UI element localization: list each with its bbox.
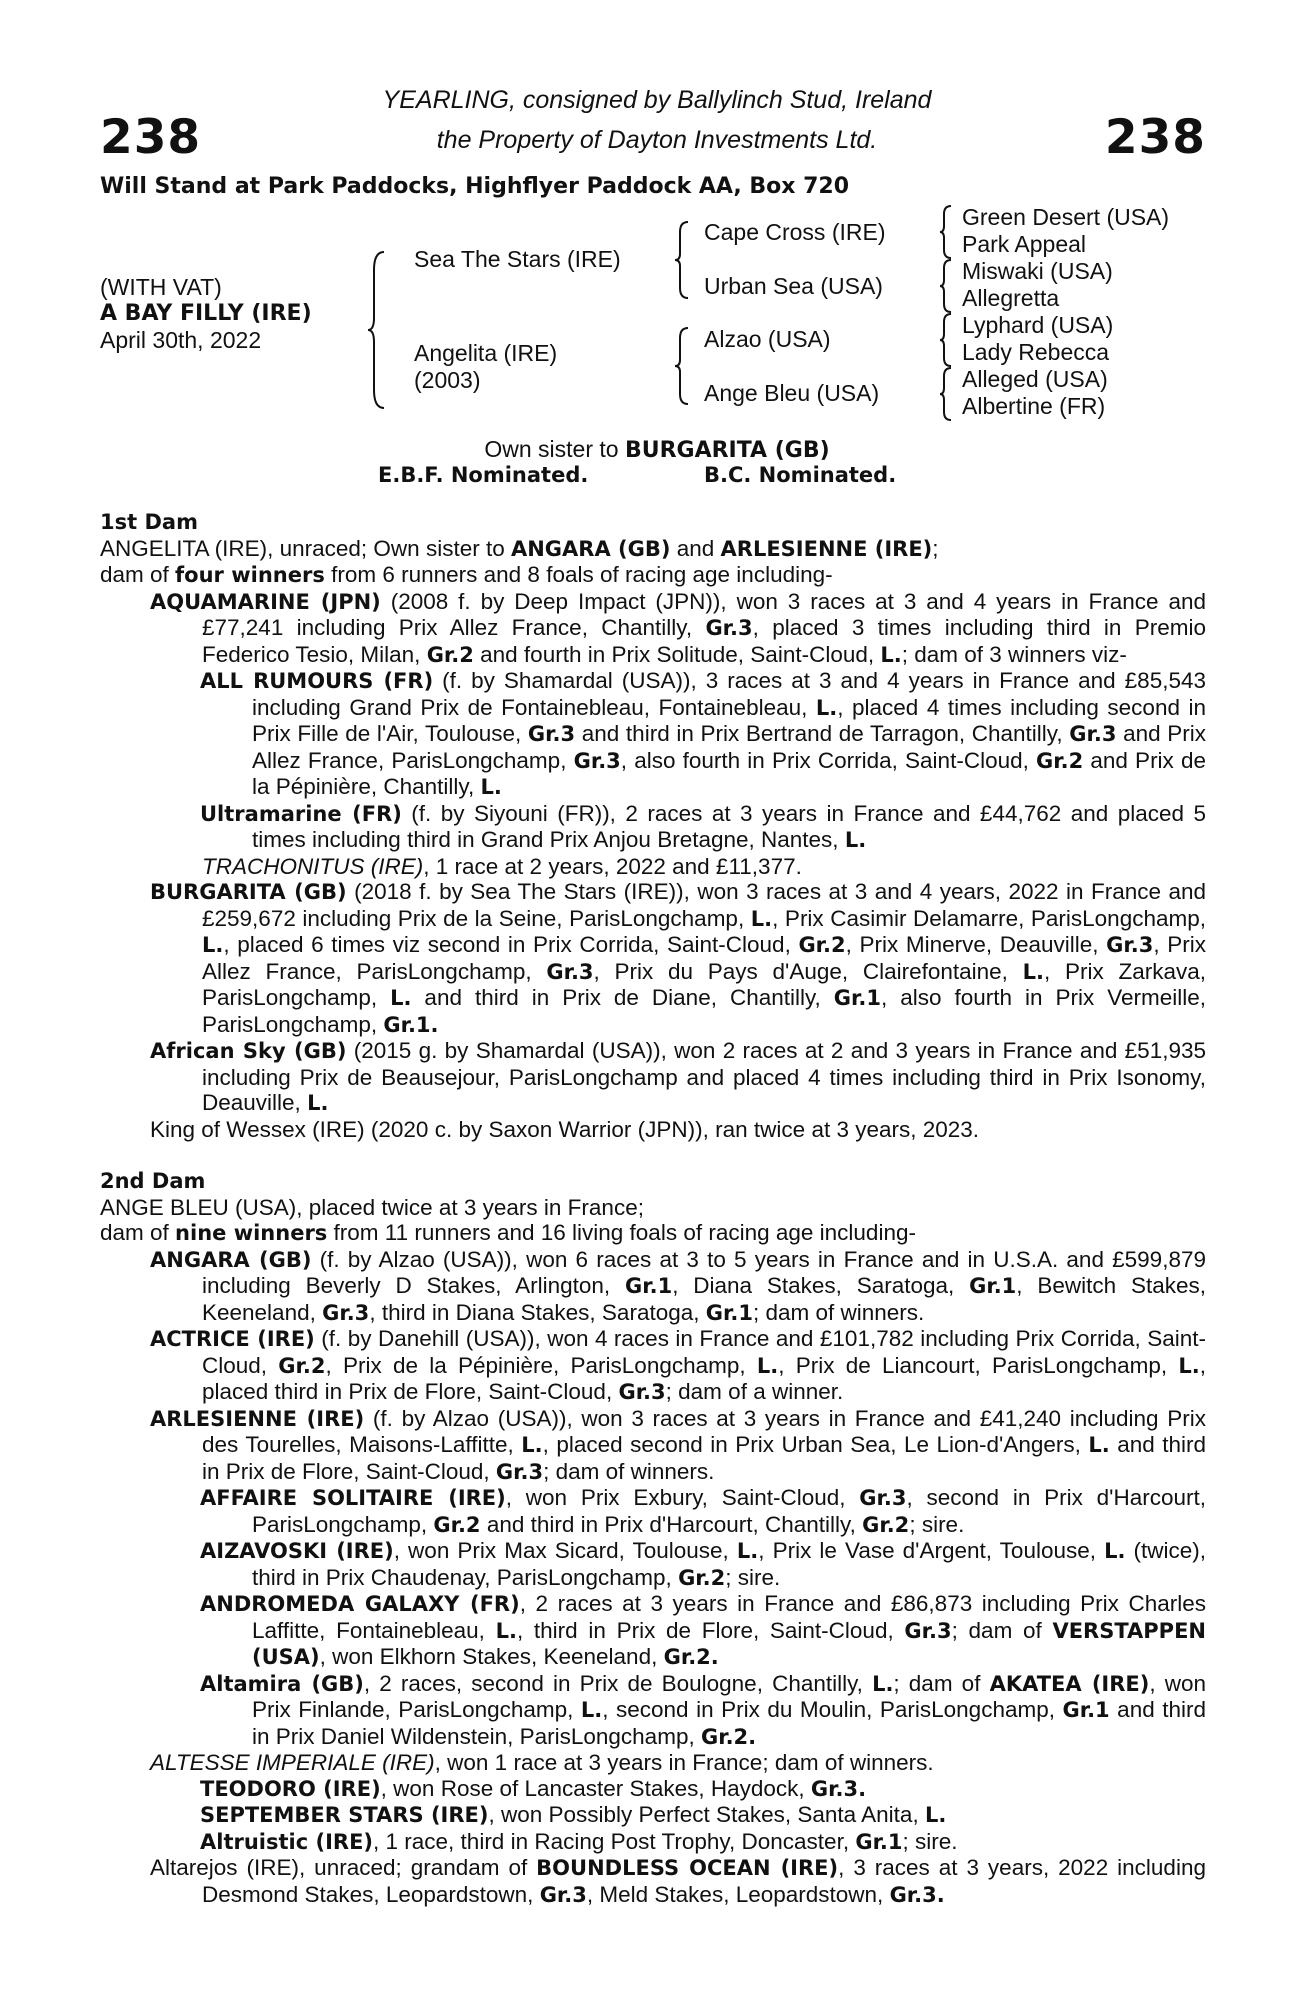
entry-altesse-imperiale: ALTESSE IMPERIALE (IRE), won 1 race at 3 years in France; dam of winners.: [150, 1750, 934, 1775]
entry-burgarita: BURGARITA (GB) (2018 f. by Sea The Stars (IRE)), won 3 races at 3 and 4 years, 2022 in France and £259,672 including Prix de la Seine, ParisLongchamp, L., Prix Casimir Delamarre, ParisLongchamp, L., placed 6 times viz second in Prix Corrida, Saint-Cloud, Gr.2, Prix Minerve, Deauville, Gr.3, Prix Allez France, ParisLongchamp, Gr.3, Prix du Pays d'Auge, Clairefontaine, L., Prix Zarkava, ParisLongchamp, L. and third in Prix de Diane, Chantilly, Gr.1, also fourth in Prix Vermeille, ParisLongchamp, Gr.1.: [150, 879, 1207, 1037]
second-dam-heading: 2nd Dam: [100, 1169, 206, 1193]
ped-dsd: Lady Rebecca: [962, 339, 1110, 365]
brace-ss: [940, 204, 954, 260]
ped-sss: Green Desert (USA): [962, 204, 1170, 230]
brace-sd: [940, 258, 954, 314]
stand-location: Will Stand at Park Paddocks, Highflyer Paddock AA, Box 720: [100, 174, 850, 199]
dam-sire: Alzao (USA): [704, 326, 831, 352]
entry-altamira: Altamira (GB), 2 races, second in Prix de Boulogne, Chantilly, L.; dam of AKATEA (IRE), won Prix Finlande, ParisLongchamp, L., second in Prix du Moulin, ParisLongchamp, Gr.1 and third in Prix Daniel Wildenstein, ParisLongchamp, Gr.2.: [200, 1670, 1207, 1749]
first-dam-intro: ANGELITA (IRE), unraced; Own sister to ANGARA (GB) and ARLESIENNE (IRE);: [100, 535, 939, 561]
bc-nominated: B.C. Nominated.: [704, 463, 897, 487]
sire: Sea The Stars (IRE): [414, 246, 621, 272]
ped-ddd: Albertine (FR): [962, 393, 1106, 419]
first-dam-heading: 1st Dam: [100, 510, 198, 534]
entry-angara: ANGARA (GB) (f. by Alzao (USA)), won 6 races at 3 to 5 years in France and in U.S.A. and £599,879 including Beverly D Stakes, Arlington, Gr.1, Diana Stakes, Saratoga, Gr.1, Bewitch Stakes, Keeneland, Gr.3, third in Diana Stakes, Saratoga, Gr.1; dam of winners.: [150, 1246, 1206, 1325]
sire-dam: Urban Sea (USA): [704, 273, 883, 299]
ped-ssd: Park Appeal: [962, 231, 1087, 257]
first-dam-summary: dam of four winners from 6 runners and 8 foals of racing age including-: [100, 562, 833, 587]
dam-dam: Ange Bleu (USA): [704, 380, 880, 406]
entry-aquamarine: AQUAMARINE (JPN) (2008 f. by Deep Impact (JPN)), won 3 races at 3 and 4 years in France and £77,241 including Prix Allez France, Chantilly, Gr.3, placed 3 times including third in Premio Federico Tesio, Milan, Gr.2 and fourth in Prix Solitude, Saint-Cloud, L.; dam of 3 winners viz-: [150, 588, 1206, 667]
lot-name: A BAY FILLY (IRE): [100, 301, 312, 326]
vat-note: (WITH VAT): [100, 274, 222, 300]
ped-dds: Alleged (USA): [962, 366, 1108, 392]
sire-sire: Cape Cross (IRE): [704, 219, 886, 245]
dam-year: (2003): [414, 367, 481, 393]
brace-ds: [940, 312, 954, 368]
ped-sdd: Allegretta: [962, 285, 1060, 311]
ebf-nominated: E.B.F. Nominated.: [378, 463, 589, 487]
entry-andromeda-galaxy: ANDROMEDA GALAXY (FR), 2 races at 3 years in France and £86,873 including Prix Charles Laffitte, Fontainebleau, L., third in Prix de Flore, Saint-Cloud, Gr.3; dam of VERSTAPPEN (USA), won Elkhorn Stakes, Keeneland, Gr.2.: [200, 1591, 1206, 1669]
entry-affaire-solitaire: AFFAIRE SOLITAIRE (IRE), won Prix Exbury, Saint-Cloud, Gr.3, second in Prix d'Harcourt, ParisLongchamp, Gr.2 and third in Prix d'Harcourt, Chantilly, Gr.2; sire.: [200, 1485, 1206, 1537]
sire-dam-brace: [370, 250, 390, 410]
lot-number-left: 238: [100, 110, 202, 165]
foaling-date: April 30th, 2022: [100, 327, 262, 353]
entry-king-of-wessex: King of Wessex (IRE) (2020 c. by Saxon Warrior (JPN)), ran twice at 3 years, 2023.: [150, 1116, 980, 1142]
entry-trachonitus: TRACHONITUS (IRE), 1 race at 2 years, 2022 and £11,377.: [202, 853, 802, 879]
entry-actrice: ACTRICE (IRE) (f. by Danehill (USA)), won 4 races in France and £101,782 including Prix Corrida, Saint-Cloud, Gr.2, Prix de la Pépinière, ParisLongchamp, L., Prix de Liancourt, ParisLongchamp, L., placed third in Prix de Flore, Saint-Cloud, Gr.3; dam of a winner.: [150, 1326, 1206, 1404]
ped-dss: Lyphard (USA): [962, 312, 1114, 338]
entry-altruistic: Altruistic (IRE), 1 race, third in Racing Post Trophy, Doncaster, Gr.1; sire.: [200, 1828, 958, 1854]
property-line: the Property of Dayton Investments Ltd.: [436, 126, 878, 154]
sire-brace: [676, 220, 692, 302]
entry-altarejos: Altarejos (IRE), unraced; grandam of BOUNDLESS OCEAN (IRE), 3 races at 3 years, 2022 including Desmond Stakes, Leopardstown, Gr.3, Meld Stakes, Leopardstown, Gr.3.: [150, 1855, 1206, 1907]
consignor-line: YEARLING, consigned by Ballylinch Stud, Ireland: [382, 86, 932, 114]
entry-september-stars: SEPTEMBER STARS (IRE), won Possibly Perfect Stakes, Santa Anita, L.: [200, 1802, 947, 1827]
entry-aizavoski: AIZAVOSKI (IRE), won Prix Max Sicard, Toulouse, L., Prix le Vase d'Argent, Toulouse, L. (twice), third in Prix Chaudenay, ParisLongchamp, Gr.2; sire.: [200, 1538, 1207, 1590]
brace-dd: [940, 366, 954, 422]
produce-record: [100, 510, 1206, 1908]
own-sister-note: Own sister to BURGARITA (GB): [484, 436, 830, 463]
entry-african-sky: African Sky (GB) (2015 g. by Shamardal (USA)), won 2 races at 2 and 3 years in France and £51,935 including Prix de Beausejour, ParisLongchamp and placed 4 times including third in Prix Isonomy, Deauville, L.: [150, 1038, 1206, 1115]
dam-brace: [676, 326, 692, 408]
entry-arlesienne: ARLESIENNE (IRE) (f. by Alzao (USA)), won 3 races at 3 years in France and £41,240 including Prix des Tourelles, Maisons-Laffitte, L., placed second in Prix Urban Sea, Le Lion-d'Angers, L. and third in Prix de Flore, Saint-Cloud, Gr.3; dam of winners.: [150, 1405, 1207, 1484]
dam: Angelita (IRE): [414, 340, 558, 366]
entry-all-rumours: ALL RUMOURS (FR) (f. by Shamardal (USA)), 3 races at 3 and 4 years in France and £85,543 including Grand Prix de Fontainebleau, Fontainebleau, L., placed 4 times including second in Prix Fille de l'Air, Toulouse, Gr.3 and third in Prix Bertrand de Tarragon, Chantilly, Gr.3 and Prix Allez France, ParisLongchamp, Gr.3, also fourth in Prix Corrida, Saint-Cloud, Gr.2 and Prix de la Pépinière, Chantilly, L.: [200, 668, 1207, 799]
second-dam-intro: ANGE BLEU (USA), placed twice at 3 years in France;: [100, 1194, 644, 1220]
ped-sds: Miswaki (USA): [962, 258, 1113, 284]
second-dam-summary: dam of nine winners from 11 runners and 16 living foals of racing age including-: [100, 1220, 916, 1245]
lot-number-right: 238: [1104, 110, 1206, 165]
entry-teodoro: TEODORO (IRE), won Rose of Lancaster Stakes, Haydock, Gr.3.: [200, 1775, 867, 1801]
entry-ultramarine: Ultramarine (FR) (f. by Siyouni (FR)), 2 races at 3 years in France and £44,762 and placed 5 times including third in Grand Prix Anjou Bretagne, Nantes, L.: [200, 800, 1206, 852]
